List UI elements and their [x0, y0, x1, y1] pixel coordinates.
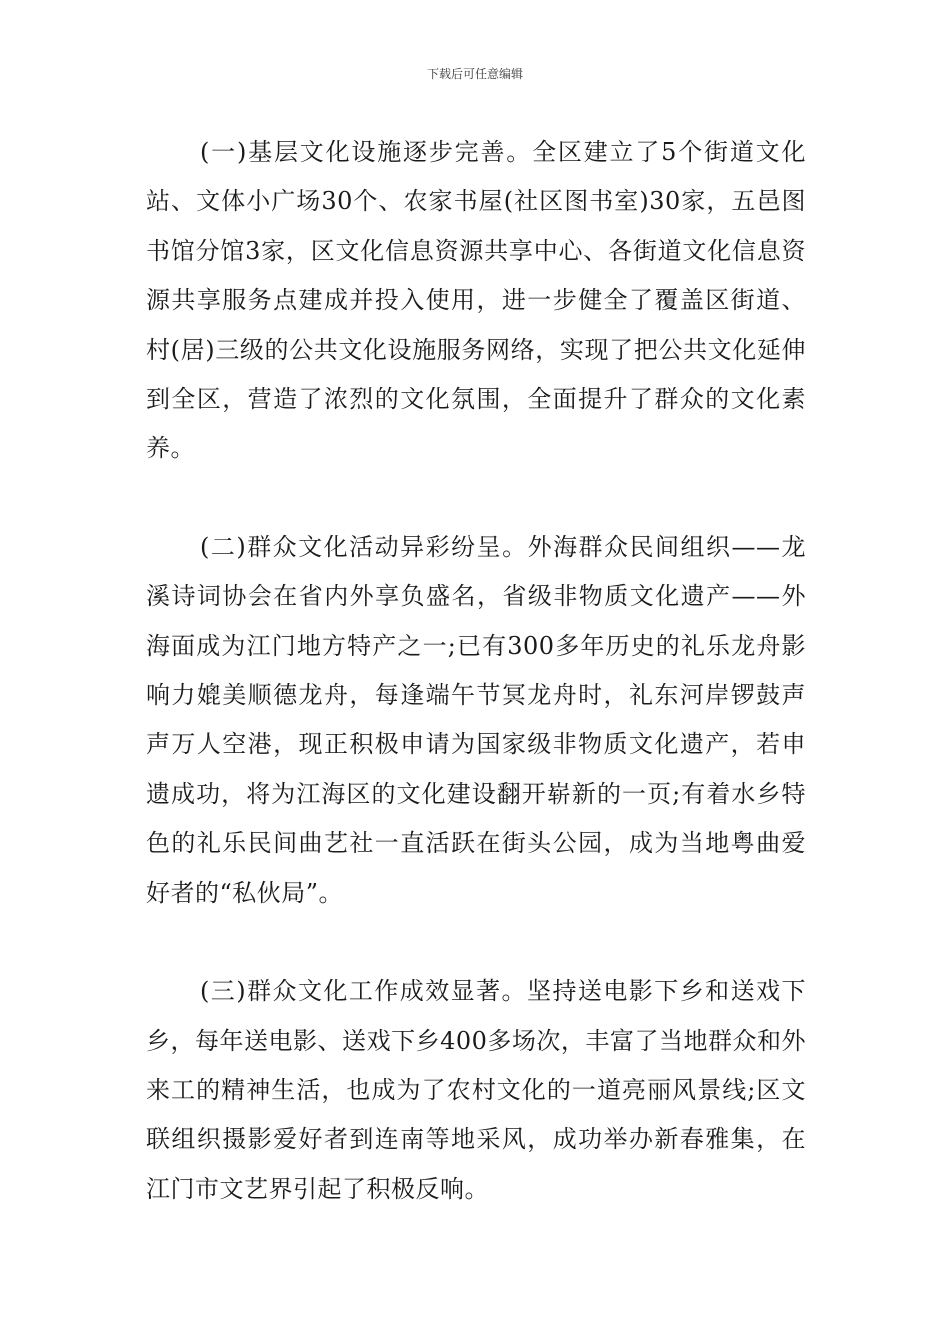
document-body — [146, 128, 806, 1214]
paragraph-activities: (二)群众文化活动异彩纷呈。外海群众民间组织——龙溪诗词协会在省内外享负盛名，省级非物质文化遗产——外海面成为江门地方特产之一;已有300多年历史的礼乐龙舟影响力媲美顺德龙舟，每逢端午节冥龙舟时，礼东河岸锣鼓声声万人空港，现正积极申请为国家级非物质文化遗产，若申遗成功，将为江海区的文化建设翻开崭新的一页;有着水乡特色的礼乐民间曲艺社一直活跃在街头公园，成为当地粤曲爱好者的“私伙局”。 — [146, 532, 806, 907]
paragraph-infrastructure: (一)基层文化设施逐步完善。全区建立了5个街道文化站、文体小广场30个、农家书屋(社区图书室)30家，五邑图书馆分馆3家，区文化信息资源共享中心、各街道文化信息资源共享服务点建成并投入使用，进一步健全了覆盖区街道、村(居)三级的公共文化设施服务网络，实现了把公共文化延伸到全区，营造了浓烈的文化氛围，全面提升了群众的文化素养。 — [146, 138, 806, 463]
header-note: 下载后可任意编辑 — [426, 67, 523, 81]
paragraph-achievements: (三)群众文化工作成效显著。坚持送电影下乡和送戏下乡，每年送电影、送戏下乡400多场次，丰富了当地群众和外来工的精神生活，也成为了农村文化的一道亮丽风景线;区文联组织摄影爱好者到连南等地采风，成功举办新春雅集，在江门市文艺界引起了积极反响。 — [146, 977, 806, 1203]
